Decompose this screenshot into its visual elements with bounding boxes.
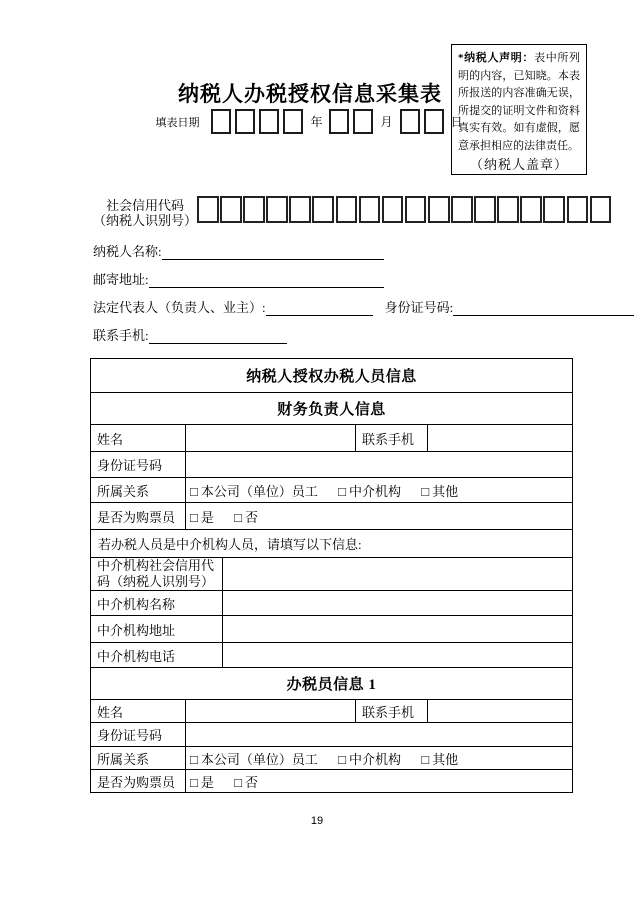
fill-box[interactable]	[197, 196, 219, 223]
table-row	[91, 747, 573, 770]
fill-box[interactable]	[266, 196, 288, 223]
credit-code-boxes	[197, 196, 618, 223]
table-row	[91, 643, 573, 668]
agency-code-label: 中介机构社会信用代码（纳税人识别号）	[91, 558, 223, 591]
fill-box[interactable]	[359, 196, 381, 223]
checkbox-icon[interactable]: □	[338, 751, 346, 767]
clerk1-relation-label: 所属关系	[91, 747, 186, 770]
checkbox-icon[interactable]: □	[190, 483, 198, 499]
fill-date-label: 填表日期	[155, 116, 200, 129]
table-row	[91, 359, 573, 393]
mail-address-line[interactable]	[149, 275, 384, 288]
clerk1-id-label: 身份证号码	[91, 723, 186, 747]
clerk1-ticket-label: 是否为购票员	[91, 770, 186, 793]
fill-box[interactable]	[329, 109, 349, 134]
agency-phone-input[interactable]	[223, 643, 573, 668]
fill-box[interactable]	[220, 196, 242, 223]
agency-note: 若办税人员是中介机构人员，请填写以下信息:	[91, 530, 573, 558]
clerk1-name-label: 姓名	[91, 700, 186, 723]
page-number: 19	[310, 815, 324, 827]
legal-rep-line[interactable]	[266, 303, 373, 316]
id-number-label: 身份证号码:	[384, 300, 454, 315]
credit-code-label-line2: （纳税人识别号）	[93, 213, 198, 228]
id-number-line[interactable]	[453, 303, 634, 316]
clerk1-section-title: 办税员信息 1	[91, 668, 573, 700]
fill-box[interactable]	[353, 109, 373, 134]
table-row	[91, 723, 573, 747]
mail-address-field	[93, 269, 618, 287]
clerk1-mobile-input[interactable]	[428, 700, 573, 723]
year-unit-label: 年	[310, 115, 323, 129]
credit-code-row	[93, 196, 618, 228]
finance-ticket-option: □ 是	[190, 509, 214, 525]
finance-ticket-label: 是否为购票员	[91, 503, 186, 530]
agency-address-input[interactable]	[223, 616, 573, 643]
fill-box[interactable]	[428, 196, 450, 223]
checkbox-icon[interactable]: □	[190, 774, 198, 790]
finance-ticket-options	[186, 503, 573, 530]
table-row	[91, 616, 573, 643]
finance-relation-option: □ 中介机构	[338, 483, 401, 499]
table-row	[91, 425, 573, 452]
taxpayer-name-label: 纳税人名称:	[93, 244, 162, 259]
clerk1-ticket-option: □ 否	[234, 774, 258, 790]
clerk1-name-input[interactable]	[186, 700, 356, 723]
table-row	[91, 558, 573, 591]
agency-name-label: 中介机构名称	[91, 591, 223, 616]
table-row	[91, 393, 573, 425]
finance-relation-options	[186, 478, 573, 503]
day-unit-label: 日	[450, 115, 463, 129]
fill-box[interactable]	[590, 196, 612, 223]
fill-box[interactable]	[312, 196, 334, 223]
agency-name-input[interactable]	[223, 591, 573, 616]
mail-address-label: 邮寄地址:	[93, 272, 149, 287]
fill-box[interactable]	[520, 196, 542, 223]
checkbox-icon[interactable]: □	[421, 751, 430, 767]
checkbox-icon[interactable]: □	[421, 483, 430, 499]
fill-box[interactable]	[543, 196, 565, 223]
table-row	[91, 452, 573, 478]
table-row	[91, 478, 573, 503]
checkbox-icon[interactable]: □	[338, 483, 346, 499]
checkbox-icon[interactable]: □	[190, 509, 198, 525]
month-unit-label: 月	[380, 115, 393, 129]
finance-relation-label: 所属关系	[91, 478, 186, 503]
clerk1-mobile-label: 联系手机	[356, 700, 428, 723]
fill-box[interactable]	[243, 196, 265, 223]
table-row	[91, 668, 573, 700]
fill-box[interactable]	[336, 196, 358, 223]
finance-mobile-label: 联系手机	[356, 425, 428, 452]
finance-id-input[interactable]	[186, 452, 573, 478]
fill-box[interactable]	[405, 196, 427, 223]
fill-box[interactable]	[451, 196, 473, 223]
clerk1-ticket-option: □ 是	[190, 774, 214, 790]
clerk1-ticket-options	[186, 770, 573, 793]
authorized-personnel-table	[90, 358, 573, 793]
checkbox-icon[interactable]: □	[234, 774, 242, 790]
finance-relation-option: □ 其他	[421, 483, 459, 499]
fill-box[interactable]	[259, 109, 279, 134]
mobile-line[interactable]	[149, 331, 287, 344]
fill-box[interactable]	[211, 109, 231, 134]
legal-rep-field	[93, 297, 618, 315]
year-boxes	[211, 109, 303, 134]
finance-ticket-option: □ 否	[234, 509, 258, 525]
clerk1-relation-options	[186, 747, 573, 770]
fill-box[interactable]	[235, 109, 255, 134]
clerk1-id-input[interactable]	[186, 723, 573, 747]
taxpayer-stamp-label: （纳税人盖章）	[469, 157, 568, 172]
mobile-field	[93, 325, 618, 343]
table-row	[91, 770, 573, 793]
finance-name-input[interactable]	[186, 425, 356, 452]
agency-code-input[interactable]	[223, 558, 573, 591]
table-row	[91, 591, 573, 616]
fill-box[interactable]	[474, 196, 496, 223]
fill-date-row	[0, 109, 620, 134]
taxpayer-identity-section	[93, 196, 618, 343]
taxpayer-name-line[interactable]	[162, 247, 384, 260]
credit-code-label-line1: 社会信用代码	[105, 198, 184, 213]
fill-box[interactable]	[497, 196, 519, 223]
agency-address-label: 中介机构地址	[91, 616, 223, 643]
declaration-lead: *纳税人声明：	[458, 52, 535, 64]
taxpayer-name-field	[93, 241, 618, 259]
agency-phone-label: 中介机构电话	[91, 643, 223, 668]
finance-section-title: 财务负责人信息	[91, 393, 573, 425]
credit-code-label	[93, 196, 197, 228]
declaration-body: 表中所列明的内容，已知晓。本表所报送的内容准确无误，所提交的证明文件和资料真实有效。如有虚假，愿意承担相应的法律责任。	[458, 52, 581, 152]
fill-box[interactable]	[289, 196, 311, 223]
table-row	[91, 503, 573, 530]
legal-rep-label: 法定代表人（负责人、业主）:	[93, 300, 266, 315]
table-row	[91, 700, 573, 723]
fill-box[interactable]	[567, 196, 589, 223]
mobile-label: 联系手机:	[93, 328, 149, 343]
fill-box[interactable]	[382, 196, 404, 223]
finance-relation-option: □ 本公司（单位）员工	[190, 483, 318, 499]
day-boxes	[400, 109, 444, 134]
checkbox-icon[interactable]: □	[190, 751, 198, 767]
month-boxes	[329, 109, 373, 134]
checkbox-icon[interactable]: □	[234, 509, 242, 525]
finance-name-label: 姓名	[91, 425, 186, 452]
clerk1-relation-option: □ 本公司（单位）员工	[190, 751, 318, 767]
fill-box[interactable]	[283, 109, 303, 134]
form-title: 纳税人办税授权信息采集表	[178, 82, 442, 106]
fill-box[interactable]	[424, 109, 444, 134]
clerk1-relation-option: □ 中介机构	[338, 751, 401, 767]
table-row	[91, 530, 573, 558]
finance-mobile-input[interactable]	[428, 425, 573, 452]
fill-box[interactable]	[400, 109, 420, 134]
finance-id-label: 身份证号码	[91, 452, 186, 478]
clerk1-relation-option: □ 其他	[421, 751, 459, 767]
table-title: 纳税人授权办税人员信息	[91, 359, 573, 393]
